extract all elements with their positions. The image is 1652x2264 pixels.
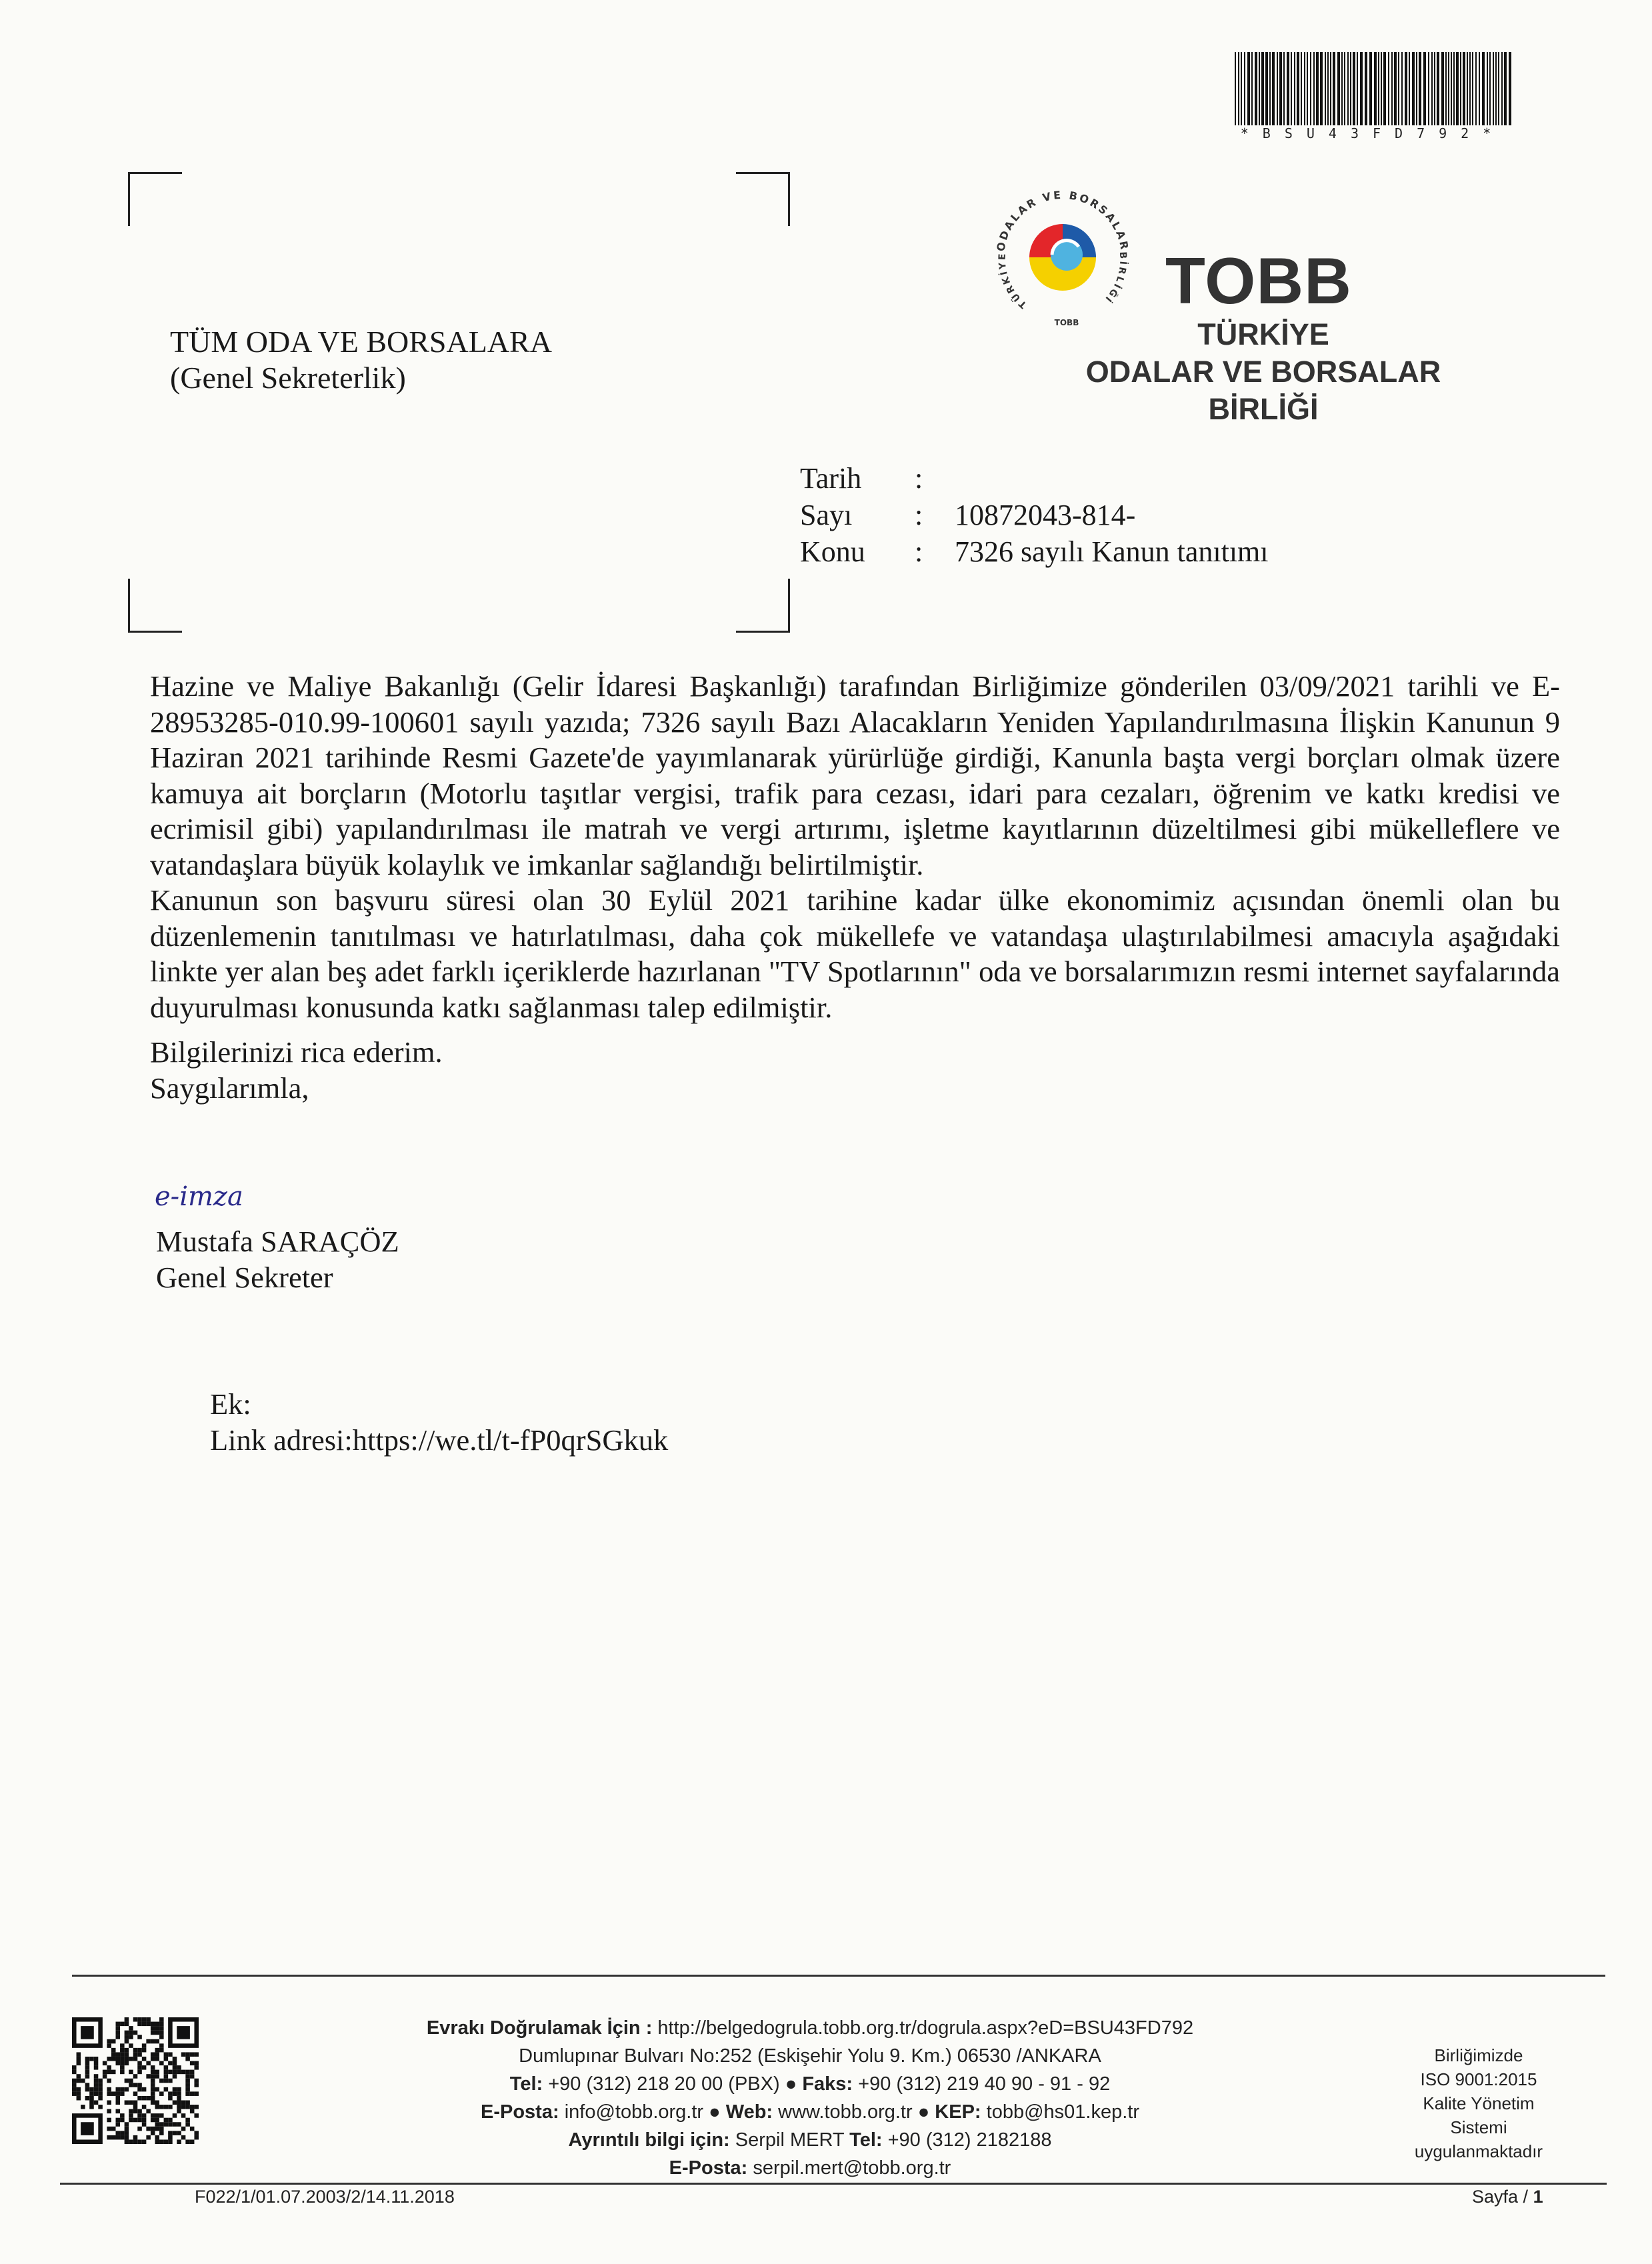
- logo-name-line2: ODALAR VE BORSALAR: [1085, 355, 1441, 389]
- body-paragraph-1: Hazine ve Maliye Bakanlığı (Gelir İdaresi Başkanlığı) tarafından Birliğimize gönderilen 03/09/2021 tarihli ve E-28953285-010.99-100601 sayılı yazıda; 7326 sayılı Bazı Alacakların Yeniden Yapılandırılmasına İlişkin Kanunun 9 Haziran 2021 tarihinde Resmi Gazete'de yayımlanarak yürürlüğe girdiği, Kanunla başta vergi borçları olmak üzere kamuya ait borçların (Motorlu taşıtlar vergisi, trafik para cezası, idari para cezaları, öğrenim ve katkı kredisi ve ecrimisil gibi) yapılandırılması ile matrah ve vergi artırımı, işletme kayıtlarının düzeltilmesi gibi mükelleflere ve vatandaşlara büyük kolaylık ve imkanlar sağlandığı belirtilmiştir.: [150, 669, 1560, 881]
- info-label: Ayrıntılı bilgi için:: [568, 2129, 730, 2151]
- tel-label: Tel:: [509, 2073, 543, 2095]
- number-value: 10872043-814-: [955, 499, 1136, 531]
- barcode-text: *BSU43FD792*: [1240, 125, 1505, 141]
- iso-note-line: Kalite Yönetim: [1423, 2093, 1535, 2113]
- attachment-label: Ek:: [210, 1387, 251, 1421]
- signatory-title: Genel Sekreter: [156, 1261, 333, 1294]
- tobb-seal-logo: [985, 180, 1140, 335]
- email-label: E-Posta:: [480, 2101, 559, 2123]
- fax-value: +90 (312) 219 40 90 - 91 - 92: [858, 2073, 1111, 2095]
- page-number-value: 1: [1533, 2187, 1543, 2207]
- number-label: Sayı: [800, 499, 853, 531]
- iso-note-line: Sistemi: [1450, 2117, 1507, 2137]
- footer-address: Dumlupınar Bulvarı No:252 (Eskişehir Yolu 9. Km.) 06530 /ANKARA: [519, 2045, 1101, 2067]
- info-tel-label: Tel:: [849, 2129, 883, 2151]
- iso-note-line: ISO 9001:2015: [1420, 2069, 1537, 2089]
- info-tel: +90 (312) 2182188: [887, 2129, 1052, 2151]
- tel-value: +90 (312) 218 20 00 (PBX): [548, 2073, 780, 2095]
- bullet-icon: ●: [917, 2101, 930, 2123]
- seal-top-text: ODALAR VE BORSALAR: [994, 188, 1131, 253]
- info-email[interactable]: serpil.mert@tobb.org.tr: [753, 2157, 951, 2179]
- footer-info-email-line: [290, 2157, 1330, 2179]
- closing-request: Bilgilerinizi rica ederim.: [150, 1035, 443, 1069]
- subject-value: 7326 sayılı Kanun tanıtımı: [955, 535, 1269, 568]
- svg-text:BİRLİĞİ: [1102, 251, 1129, 305]
- svg-text:TÜRKİYE: [997, 251, 1029, 310]
- letter-body: [150, 669, 1560, 1025]
- page-number: [1472, 2187, 1543, 2207]
- date-label: Tarih: [800, 462, 862, 495]
- fax-label: Faks:: [802, 2073, 853, 2095]
- date-colon: :: [915, 462, 923, 495]
- qr-code-icon: [72, 2017, 199, 2144]
- logo-abbreviation: TOBB: [1165, 244, 1352, 317]
- footer-divider-bottom: [60, 2183, 1607, 2185]
- recipient-department: (Genel Sekreterlik): [170, 361, 406, 395]
- verify-label: Evrakı Doğrulamak İçin :: [426, 2017, 653, 2039]
- web-label: Web:: [725, 2101, 773, 2123]
- footer-phone-line: [290, 2073, 1330, 2095]
- logo-name-line1: TÜRKİYE: [1197, 317, 1329, 351]
- kep-value: tobb@hs01.kep.tr: [986, 2101, 1140, 2123]
- page-label: Sayfa /: [1472, 2187, 1529, 2207]
- address-window-corner-bottom-right: [736, 579, 790, 633]
- number-colon: :: [915, 499, 923, 531]
- bullet-icon: ●: [785, 2073, 797, 2095]
- seal-bottom-text: TOBB: [1054, 318, 1079, 327]
- footer-divider-top: [72, 1975, 1605, 1977]
- footer-contact-line: [290, 2101, 1330, 2123]
- signatory-name: Mustafa SARAÇÖZ: [156, 1225, 399, 1258]
- address-window-corner-top-left: [128, 172, 182, 226]
- footer-info-line: [290, 2129, 1330, 2151]
- bullet-icon: ●: [709, 2101, 721, 2123]
- iso-note-line: uygulanmaktadır: [1414, 2141, 1543, 2161]
- email-value[interactable]: info@tobb.org.tr: [564, 2101, 704, 2123]
- seal-emblem: [1029, 224, 1096, 291]
- subject-label: Konu: [800, 535, 865, 568]
- info-name: Serpil MERT: [735, 2129, 845, 2151]
- barcode-icon: [1232, 52, 1513, 125]
- info-email-label: E-Posta:: [669, 2157, 748, 2179]
- iso-note-line: Birliğimizde: [1434, 2045, 1523, 2065]
- seal-right-text: BİRLİĞİ: [1101, 251, 1129, 305]
- closing-regards: Saygılarımla,: [150, 1071, 309, 1105]
- recipient-name: TÜM ODA VE BORSALARA: [170, 325, 552, 359]
- verify-url[interactable]: http://belgedogrula.tobb.org.tr/dogrula.aspx?eD=BSU43FD792: [657, 2017, 1194, 2039]
- logo-name-line3: BİRLİĞİ: [1208, 392, 1319, 426]
- attachment-link[interactable]: Link adresi:https://we.tl/t-fP0qrSGkuk: [210, 1423, 669, 1457]
- web-value[interactable]: www.tobb.org.tr: [778, 2101, 913, 2123]
- address-window-corner-bottom-left: [128, 579, 182, 633]
- kep-label: KEP:: [935, 2101, 981, 2123]
- subject-colon: :: [915, 535, 923, 568]
- footer-verify-line: [290, 2017, 1330, 2039]
- address-window-corner-top-right: [736, 172, 790, 226]
- seal-left-text: TÜRKİYE: [997, 251, 1029, 311]
- e-signature-mark: e-imza: [155, 1181, 243, 1212]
- form-code: F022/1/01.07.2003/2/14.11.2018: [195, 2187, 455, 2207]
- body-paragraph-2: Kanunun son başvuru süresi olan 30 Eylül 2021 tarihine kadar ülke ekonomimiz açısından önemli olan bu düzenlemenin tanıtılması ve hatırlatılması, daha çok mükellefe ve vatandaşa ulaştırılabilmesi amacıyla aşağıdaki linkte yer alan beş adet farklı içeriklerde hazırlanan "TV Spotlarının" oda ve borsalarımızın resmi internet sayfalarında duyurulması konusunda katkı sağlanması talep edilmiştir.: [150, 883, 1560, 1024]
